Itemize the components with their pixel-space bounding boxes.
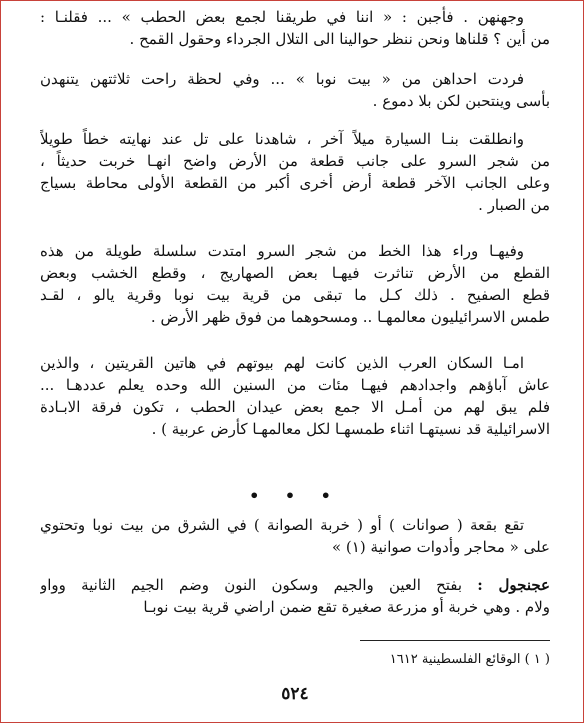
footnote: ( ١ ) الوقائع الفلسطينية ١٦١٢ [389,652,550,667]
text-line: قطع الصفيح . ذلك كـل ما تبقى من قرية بيت نوبا وقرية يالو ، لقـد [40,286,550,304]
text-line: طمس الاسرائيليون معالمهـا .. ومسحوهما من فوق ظهر الأرض . [150,308,550,326]
text-line: تقع بقعة ( صوانات ) أو ( خربة الصوانة ) في الشرق من بيت نوبا وتحتوي [40,516,524,534]
text-line [40,574,550,596]
entry-definition: بفتح العين والجيم وسكون النون وضم الجيم الثانية وواو [40,576,478,594]
text-line: وعلى الجانب الآخر قطعة أرض أخرى أكبر من القطعة الأولى محاطة بسياج [40,174,550,192]
text-line: وجهنهن . فأجبن : « اننا في طريقنا لجمع بعض الحطب » ... فقلنـا : [40,8,524,26]
text-line: من الصبار . [478,196,550,214]
paragraph-5 [40,352,550,440]
book-page [40,0,550,725]
text-line: بأسى وينتحبن لكن بلا دموع . [372,92,550,110]
text-line: فلم يبق لهم من أمـل الا جمع بعض عيدان الحطب ، تكون فرقة الابـادة [40,398,550,416]
section-separator: • • • [249,486,341,505]
page-number: ٥٢٤ [281,684,309,704]
paragraph-2 [40,68,550,112]
text-line: امـا السكان العرب الذين كانت لهم بيوتهم في هاتين القريتين ، والذين [40,354,524,372]
paragraph-6 [40,514,550,558]
paragraph-7 [40,574,550,618]
footnote-divider [360,640,550,641]
text-line: ولام . وهي خربة أو مزرعة صغيرة تقع ضمن اراضي قرية بيت نوبـا [143,598,550,616]
paragraph-3 [40,128,550,216]
paragraph-4 [40,240,550,328]
text-line: وانطلقت بنـا السيارة ميلاً آخر ، شاهدنا على تل عند نهايته خطاً طويلاً [40,130,524,148]
text-line: عاش آباؤهم واجدادهم فيهـا مئات من السنين الله وحده يعلم عددهـا ... [40,376,550,394]
text-line: وفيهـا وراء هذا الخط من شجر السرو امتدت سلسلة طويلة من هذه [40,242,524,260]
text-line: الاسرائيلية قد نسيتهـا اثناء طمسهـا لكل معالمهـا كأرض عربية ) . [151,420,550,438]
text-line: من شجر السرو على جانب قطعة من الأرض واضح انهـا خربت حديثاً ، [40,152,550,170]
text-line: القطع من الأرض تناثرت فيهـا بعض الصهاريج ، وقطع الخشب وبعض [40,264,550,282]
entry-term: عجنجول : [477,576,550,594]
text-line: على « محاجر وأدوات صوانية (١) » [331,538,550,556]
text-line: فردت احداهن من « بيت نوبا » ... وفي لحظة راحت ثلاثتهن يتنهدن [40,70,524,88]
paragraph-1 [40,6,550,50]
text-line: من أين ؟ قلناها ونحن ننظر حوالينا الى التلال الجرداء وحقول القمح . [129,30,550,48]
